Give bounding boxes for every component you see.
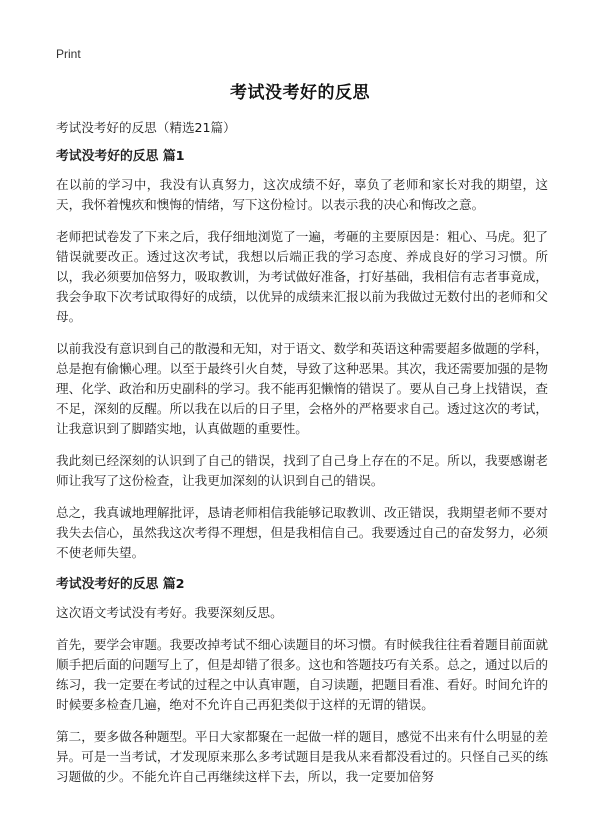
paragraph: 在以前的学习中，我没有认真努力，这次成绩不好，辜负了老师和家长对我的期望，这天，我怀着愧疚和懊悔的情绪，写下这份检讨。以表示我的决心和悔改之意。 xyxy=(56,177,548,212)
paragraph: 总之，我真诚地理解批评，恳请老师相信我能够记取教训、改正错误，我期望老师不要对我失去信心，虽然我这次考得不理想，但是我相信自己。我要透过自己的奋发努力，必须不使老师失望。 xyxy=(56,505,548,560)
paragraph: 以前我没有意识到自己的散漫和无知，对于语文、数学和英语这种需要超多做题的学科，总是抱有偷懒心理。以至于最终引火自焚，导致了这种恶果。其次，我还需要加强的是物理、化学、政治和历史副科的学习。我不能再犯懒惰的错误了。要从自己身上找错误，查不足，深刻的反醒。所以我在以后的日子里，会格外的严格要求自己。透过这次的考试，让我意识到了脚踏实地，认真做题的重要性。 xyxy=(56,341,548,436)
section-2 xyxy=(56,575,548,787)
section-1 xyxy=(56,147,548,563)
paragraph: 首先，要学会审题。我要改掉考试不细心读题目的坏习惯。有时候我往往看着题目前面就顺手把后面的问题写上了，但是却错了很多。这也和答题技巧有关系。总之，通过以后的练习，我一定要在考试的过程之中认真审题，自习读题，把题目看准、看好。时间允许的时候要多检查几遍，绝对不允许自己再犯类似于这样的无谓的错误。 xyxy=(56,637,548,712)
paragraph: 我此刻已经深刻的认识到了自己的错误，找到了自己身上存在的不足。所以，我要感谢老师让我写了这份检查，让我更加深刻的认识到自己的错误。 xyxy=(56,453,548,488)
paragraph: 老师把试卷发了下来之后，我仔细地浏览了一遍，考砸的主要原因是：粗心、马虎。犯了错误就要改正。透过这次考试，我想以后端正我的学习态度、养成良好的学习习惯。所以，我必须要加倍努力，吸取教训，为考试做好准备，打好基础，我相信有志者事竟成，我会争取下次考试取得好的成绩，以优异的成绩来汇报以前为我做过无数付出的老师和父母。 xyxy=(56,229,548,324)
document-body xyxy=(56,118,548,799)
paragraph: 第二，要多做各种题型。平日大家都聚在一起做一样的题目，感觉不出来有什么明显的差异。可是一当考试，才发现原来那么多考试题目是我从来看都没看过的。只怪自己买的练习题做的少。不能允许自己再继续这样下去，所以，我一定要加倍努 xyxy=(56,729,548,784)
section-heading: 考试没考好的反思 篇1 xyxy=(56,149,185,164)
document-title: 考试没考好的反思 xyxy=(230,83,370,103)
paragraph: 这次语文考试没有考好。我要深刻反思。 xyxy=(56,605,283,620)
document-subtitle: 考试没考好的反思（精选21篇） xyxy=(56,120,236,135)
section-heading: 考试没考好的反思 篇2 xyxy=(56,577,185,592)
print-label[interactable]: Print xyxy=(56,47,81,61)
